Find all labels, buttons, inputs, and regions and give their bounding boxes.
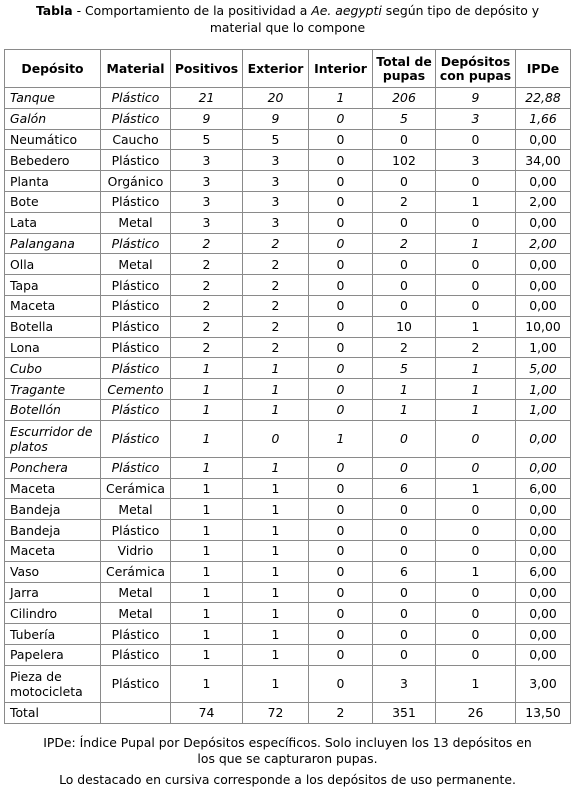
- cell-material: Plástico: [101, 399, 171, 420]
- cell-positivos: 1: [171, 603, 243, 624]
- cell-total-pupas: 0: [373, 295, 436, 316]
- cell-exterior: 3: [243, 191, 309, 212]
- cell-positivos: 21: [171, 88, 243, 109]
- header-total-pupas: Total de pupas: [373, 50, 436, 88]
- cell-ipde: 0,00: [516, 499, 571, 520]
- cell-exterior: 2: [243, 316, 309, 337]
- header-deposito: Depósito: [5, 50, 101, 88]
- cell-ipde: 0,00: [516, 212, 571, 233]
- table-row: [5, 233, 571, 254]
- cell-depositos-con-pupas: 0: [436, 212, 516, 233]
- cell-exterior: 1: [243, 603, 309, 624]
- cell-deposito: Total: [5, 702, 101, 723]
- table-row: [5, 561, 571, 582]
- cell-deposito: Lata: [5, 212, 101, 233]
- cell-interior: 0: [309, 540, 373, 561]
- cell-positivos: 2: [171, 233, 243, 254]
- cell-total-pupas: 6: [373, 561, 436, 582]
- cell-positivos: 3: [171, 150, 243, 171]
- cell-interior: 0: [309, 457, 373, 478]
- cell-exterior: 9: [243, 108, 309, 129]
- cell-exterior: 1: [243, 379, 309, 400]
- cell-interior: 0: [309, 295, 373, 316]
- cell-deposito: Bote: [5, 191, 101, 212]
- cell-depositos-con-pupas: 1: [436, 399, 516, 420]
- cell-depositos-con-pupas: 1: [436, 358, 516, 379]
- cell-interior: 0: [309, 399, 373, 420]
- table-row: [5, 88, 571, 109]
- cell-deposito: Maceta: [5, 295, 101, 316]
- cell-ipde: 0,00: [516, 603, 571, 624]
- cell-deposito: Maceta: [5, 478, 101, 499]
- cell-interior: 0: [309, 233, 373, 254]
- cell-depositos-con-pupas: 1: [436, 316, 516, 337]
- cell-material: Plástico: [101, 457, 171, 478]
- cell-interior: 0: [309, 644, 373, 665]
- header-ipde: IPDe: [516, 50, 571, 88]
- table-row: [5, 478, 571, 499]
- cell-material: Orgánico: [101, 171, 171, 192]
- cell-positivos: 1: [171, 561, 243, 582]
- cell-material: Plástico: [101, 337, 171, 358]
- cell-deposito: Planta: [5, 171, 101, 192]
- cell-ipde: 0,00: [516, 295, 571, 316]
- cell-material: Plástico: [101, 316, 171, 337]
- cell-deposito: Jarra: [5, 582, 101, 603]
- cell-positivos: 1: [171, 399, 243, 420]
- caption-dash: -: [72, 3, 86, 18]
- cell-total-pupas: 1: [373, 379, 436, 400]
- cell-ipde: 34,00: [516, 150, 571, 171]
- table-row: [5, 499, 571, 520]
- cell-deposito: Botellón: [5, 399, 101, 420]
- cell-ipde: 3,00: [516, 665, 571, 702]
- header-exterior: Exterior: [243, 50, 309, 88]
- cell-material: [101, 702, 171, 723]
- cell-interior: 0: [309, 665, 373, 702]
- cell-depositos-con-pupas: 26: [436, 702, 516, 723]
- table-row: [5, 254, 571, 275]
- cell-material: Plástico: [101, 88, 171, 109]
- cell-interior: 0: [309, 150, 373, 171]
- cell-total-pupas: 0: [373, 624, 436, 645]
- cell-material: Metal: [101, 582, 171, 603]
- cell-deposito: Bandeja: [5, 520, 101, 541]
- cell-deposito: Lona: [5, 337, 101, 358]
- cell-material: Vidrio: [101, 540, 171, 561]
- cell-interior: 0: [309, 275, 373, 296]
- table-caption: [0, 2, 575, 36]
- cell-total-pupas: 0: [373, 603, 436, 624]
- cell-material: Plástico: [101, 108, 171, 129]
- cell-material: Metal: [101, 212, 171, 233]
- table-row: [5, 150, 571, 171]
- cell-exterior: 1: [243, 478, 309, 499]
- cell-interior: 0: [309, 212, 373, 233]
- cell-total-pupas: 5: [373, 108, 436, 129]
- cell-deposito: Olla: [5, 254, 101, 275]
- footnote-italic: [0, 772, 575, 788]
- cell-depositos-con-pupas: 0: [436, 295, 516, 316]
- cell-exterior: 2: [243, 233, 309, 254]
- cell-depositos-con-pupas: 1: [436, 233, 516, 254]
- cell-depositos-con-pupas: 0: [436, 420, 516, 457]
- cell-material: Cerámica: [101, 478, 171, 499]
- cell-exterior: 2: [243, 295, 309, 316]
- cell-exterior: 5: [243, 129, 309, 150]
- cell-interior: 2: [309, 702, 373, 723]
- cell-positivos: 1: [171, 457, 243, 478]
- footnote-ipde: [0, 735, 575, 767]
- cell-depositos-con-pupas: 0: [436, 624, 516, 645]
- cell-positivos: 1: [171, 582, 243, 603]
- data-table: [4, 49, 571, 724]
- table-row: [5, 624, 571, 645]
- cell-deposito: Maceta: [5, 540, 101, 561]
- table-row: [5, 420, 571, 457]
- cell-material: Plástico: [101, 520, 171, 541]
- cell-ipde: 0,00: [516, 171, 571, 192]
- cell-material: Caucho: [101, 129, 171, 150]
- cell-deposito: Tragante: [5, 379, 101, 400]
- table-row: [5, 275, 571, 296]
- cell-exterior: 20: [243, 88, 309, 109]
- cell-material: Plástico: [101, 275, 171, 296]
- cell-depositos-con-pupas: 0: [436, 254, 516, 275]
- cell-depositos-con-pupas: 0: [436, 520, 516, 541]
- table-row: [5, 520, 571, 541]
- cell-ipde: 0,00: [516, 420, 571, 457]
- caption-species: Ae. aegypti: [311, 3, 382, 18]
- cell-material: Plástico: [101, 358, 171, 379]
- cell-interior: 1: [309, 88, 373, 109]
- table-row: [5, 457, 571, 478]
- cell-interior: 0: [309, 499, 373, 520]
- cell-ipde: 1,66: [516, 108, 571, 129]
- table-body: [5, 88, 571, 724]
- cell-deposito: Tapa: [5, 275, 101, 296]
- cell-exterior: 2: [243, 254, 309, 275]
- cell-positivos: 1: [171, 665, 243, 702]
- cell-deposito: Pieza de motocicleta: [5, 665, 101, 702]
- cell-exterior: 1: [243, 540, 309, 561]
- cell-total-pupas: 0: [373, 499, 436, 520]
- cell-depositos-con-pupas: 0: [436, 129, 516, 150]
- cell-interior: 0: [309, 520, 373, 541]
- cell-exterior: 1: [243, 624, 309, 645]
- cell-depositos-con-pupas: 2: [436, 337, 516, 358]
- cell-ipde: 0,00: [516, 520, 571, 541]
- table-row: [5, 337, 571, 358]
- cell-exterior: 1: [243, 457, 309, 478]
- cell-deposito: Tubería: [5, 624, 101, 645]
- cell-interior: 0: [309, 316, 373, 337]
- cell-ipde: 6,00: [516, 561, 571, 582]
- header-positivos: Positivos: [171, 50, 243, 88]
- cell-interior: 0: [309, 478, 373, 499]
- cell-exterior: 1: [243, 399, 309, 420]
- header-material: Material: [101, 50, 171, 88]
- cell-depositos-con-pupas: 1: [436, 478, 516, 499]
- header-row: [5, 50, 571, 88]
- cell-ipde: 0,00: [516, 540, 571, 561]
- header-interior: Interior: [309, 50, 373, 88]
- cell-interior: 0: [309, 191, 373, 212]
- cell-deposito: Neumático: [5, 129, 101, 150]
- table-row: [5, 358, 571, 379]
- cell-exterior: 1: [243, 561, 309, 582]
- cell-material: Plástico: [101, 665, 171, 702]
- cell-positivos: 1: [171, 379, 243, 400]
- cell-ipde: 6,00: [516, 478, 571, 499]
- cell-total-pupas: 0: [373, 520, 436, 541]
- cell-exterior: 72: [243, 702, 309, 723]
- cell-positivos: 3: [171, 171, 243, 192]
- cell-interior: 0: [309, 171, 373, 192]
- caption-text: Comportamiento de la positividad a: [85, 3, 312, 18]
- cell-depositos-con-pupas: 9: [436, 88, 516, 109]
- cell-ipde: 13,50: [516, 702, 571, 723]
- cell-material: Plástico: [101, 150, 171, 171]
- cell-deposito: Vaso: [5, 561, 101, 582]
- cell-deposito: Escurridor de platos: [5, 420, 101, 457]
- cell-interior: 0: [309, 603, 373, 624]
- cell-interior: 0: [309, 379, 373, 400]
- cell-ipde: 0,00: [516, 644, 571, 665]
- table-row: [5, 316, 571, 337]
- cell-depositos-con-pupas: 0: [436, 644, 516, 665]
- cell-material: Plástico: [101, 644, 171, 665]
- cell-positivos: 1: [171, 420, 243, 457]
- cell-ipde: 22,88: [516, 88, 571, 109]
- cell-total-pupas: 0: [373, 582, 436, 603]
- header-depositos-con-pupas: Depósitos con pupas: [436, 50, 516, 88]
- cell-total-pupas: 2: [373, 233, 436, 254]
- cell-total-pupas: 2: [373, 191, 436, 212]
- cell-total-pupas: 0: [373, 275, 436, 296]
- table-row: [5, 582, 571, 603]
- cell-positivos: 2: [171, 337, 243, 358]
- cell-exterior: 3: [243, 171, 309, 192]
- cell-depositos-con-pupas: 0: [436, 540, 516, 561]
- cell-exterior: 3: [243, 212, 309, 233]
- cell-exterior: 0: [243, 420, 309, 457]
- cell-interior: 0: [309, 129, 373, 150]
- total-row: [5, 702, 571, 723]
- cell-depositos-con-pupas: 0: [436, 603, 516, 624]
- cell-material: Metal: [101, 254, 171, 275]
- cell-interior: 0: [309, 624, 373, 645]
- cell-positivos: 9: [171, 108, 243, 129]
- cell-material: Plástico: [101, 420, 171, 457]
- cell-positivos: 1: [171, 644, 243, 665]
- cell-interior: 0: [309, 108, 373, 129]
- table-row: [5, 379, 571, 400]
- footnote-italic-text: Lo destacado en cursiva corresponde a los depósitos de uso permanente.: [59, 772, 516, 787]
- cell-positivos: 2: [171, 316, 243, 337]
- table-row: [5, 295, 571, 316]
- cell-positivos: 3: [171, 191, 243, 212]
- cell-material: Plástico: [101, 295, 171, 316]
- cell-positivos: 2: [171, 254, 243, 275]
- cell-total-pupas: 1: [373, 399, 436, 420]
- cell-deposito: Bandeja: [5, 499, 101, 520]
- cell-total-pupas: 3: [373, 665, 436, 702]
- cell-deposito: Palangana: [5, 233, 101, 254]
- cell-ipde: 1,00: [516, 379, 571, 400]
- cell-positivos: 1: [171, 540, 243, 561]
- cell-positivos: 74: [171, 702, 243, 723]
- cell-depositos-con-pupas: 3: [436, 108, 516, 129]
- table-row: [5, 171, 571, 192]
- cell-positivos: 2: [171, 275, 243, 296]
- caption-text-end: según tipo de depósito y: [381, 3, 540, 18]
- cell-total-pupas: 0: [373, 644, 436, 665]
- cell-ipde: 1,00: [516, 399, 571, 420]
- cell-deposito: Tanque: [5, 88, 101, 109]
- cell-depositos-con-pupas: 0: [436, 457, 516, 478]
- cell-exterior: 1: [243, 665, 309, 702]
- cell-positivos: 1: [171, 499, 243, 520]
- cell-material: Metal: [101, 499, 171, 520]
- cell-positivos: 5: [171, 129, 243, 150]
- cell-deposito: Galón: [5, 108, 101, 129]
- cell-total-pupas: 0: [373, 212, 436, 233]
- cell-depositos-con-pupas: 1: [436, 379, 516, 400]
- cell-deposito: Botella: [5, 316, 101, 337]
- cell-depositos-con-pupas: 3: [436, 150, 516, 171]
- table-row: [5, 129, 571, 150]
- cell-depositos-con-pupas: 1: [436, 191, 516, 212]
- cell-exterior: 1: [243, 358, 309, 379]
- cell-positivos: 3: [171, 212, 243, 233]
- table-row: [5, 108, 571, 129]
- cell-material: Plástico: [101, 191, 171, 212]
- cell-total-pupas: 10: [373, 316, 436, 337]
- cell-material: Metal: [101, 603, 171, 624]
- cell-total-pupas: 5: [373, 358, 436, 379]
- cell-deposito: Cilindro: [5, 603, 101, 624]
- cell-deposito: Bebedero: [5, 150, 101, 171]
- cell-total-pupas: 6: [373, 478, 436, 499]
- cell-exterior: 1: [243, 582, 309, 603]
- cell-ipde: 2,00: [516, 233, 571, 254]
- cell-depositos-con-pupas: 0: [436, 582, 516, 603]
- cell-total-pupas: 102: [373, 150, 436, 171]
- cell-material: Plástico: [101, 233, 171, 254]
- cell-deposito: Ponchera: [5, 457, 101, 478]
- table-row: [5, 399, 571, 420]
- cell-material: Cerámica: [101, 561, 171, 582]
- caption-line2: material que lo compone: [209, 20, 366, 35]
- cell-material: Cemento: [101, 379, 171, 400]
- cell-ipde: 0,00: [516, 254, 571, 275]
- cell-exterior: 1: [243, 520, 309, 541]
- cell-ipde: 0,00: [516, 457, 571, 478]
- table-row: [5, 603, 571, 624]
- cell-total-pupas: 0: [373, 420, 436, 457]
- cell-deposito: Papelera: [5, 644, 101, 665]
- footnote-ipde-text: IPDe: Índice Pupal por Depósitos específicos. Solo incluyen los 13 depósitos en los que se capturaron pupas.: [43, 735, 532, 766]
- cell-exterior: 2: [243, 275, 309, 296]
- cell-positivos: 2: [171, 295, 243, 316]
- cell-total-pupas: 0: [373, 254, 436, 275]
- cell-total-pupas: 0: [373, 129, 436, 150]
- cell-interior: 0: [309, 582, 373, 603]
- table-row: [5, 665, 571, 702]
- cell-ipde: 0,00: [516, 275, 571, 296]
- cell-total-pupas: 206: [373, 88, 436, 109]
- cell-positivos: 1: [171, 520, 243, 541]
- cell-ipde: 5,00: [516, 358, 571, 379]
- cell-total-pupas: 0: [373, 171, 436, 192]
- cell-positivos: 1: [171, 478, 243, 499]
- table-row: [5, 191, 571, 212]
- cell-ipde: 0,00: [516, 582, 571, 603]
- cell-interior: 0: [309, 337, 373, 358]
- cell-interior: 1: [309, 420, 373, 457]
- cell-total-pupas: 351: [373, 702, 436, 723]
- cell-positivos: 1: [171, 358, 243, 379]
- cell-ipde: 10,00: [516, 316, 571, 337]
- cell-depositos-con-pupas: 0: [436, 171, 516, 192]
- cell-exterior: 2: [243, 337, 309, 358]
- cell-total-pupas: 2: [373, 337, 436, 358]
- cell-interior: 0: [309, 254, 373, 275]
- cell-exterior: 1: [243, 644, 309, 665]
- cell-total-pupas: 0: [373, 540, 436, 561]
- table-row: [5, 644, 571, 665]
- cell-ipde: 1,00: [516, 337, 571, 358]
- cell-material: Plástico: [101, 624, 171, 645]
- cell-ipde: 0,00: [516, 624, 571, 645]
- cell-exterior: 3: [243, 150, 309, 171]
- cell-ipde: 2,00: [516, 191, 571, 212]
- cell-deposito: Cubo: [5, 358, 101, 379]
- cell-depositos-con-pupas: 1: [436, 665, 516, 702]
- cell-depositos-con-pupas: 0: [436, 499, 516, 520]
- cell-total-pupas: 0: [373, 457, 436, 478]
- table-row: [5, 212, 571, 233]
- table-row: [5, 540, 571, 561]
- cell-ipde: 0,00: [516, 129, 571, 150]
- cell-interior: 0: [309, 561, 373, 582]
- cell-positivos: 1: [171, 624, 243, 645]
- cell-depositos-con-pupas: 1: [436, 561, 516, 582]
- cell-interior: 0: [309, 358, 373, 379]
- caption-label: Tabla: [35, 3, 73, 18]
- cell-depositos-con-pupas: 0: [436, 275, 516, 296]
- cell-exterior: 1: [243, 499, 309, 520]
